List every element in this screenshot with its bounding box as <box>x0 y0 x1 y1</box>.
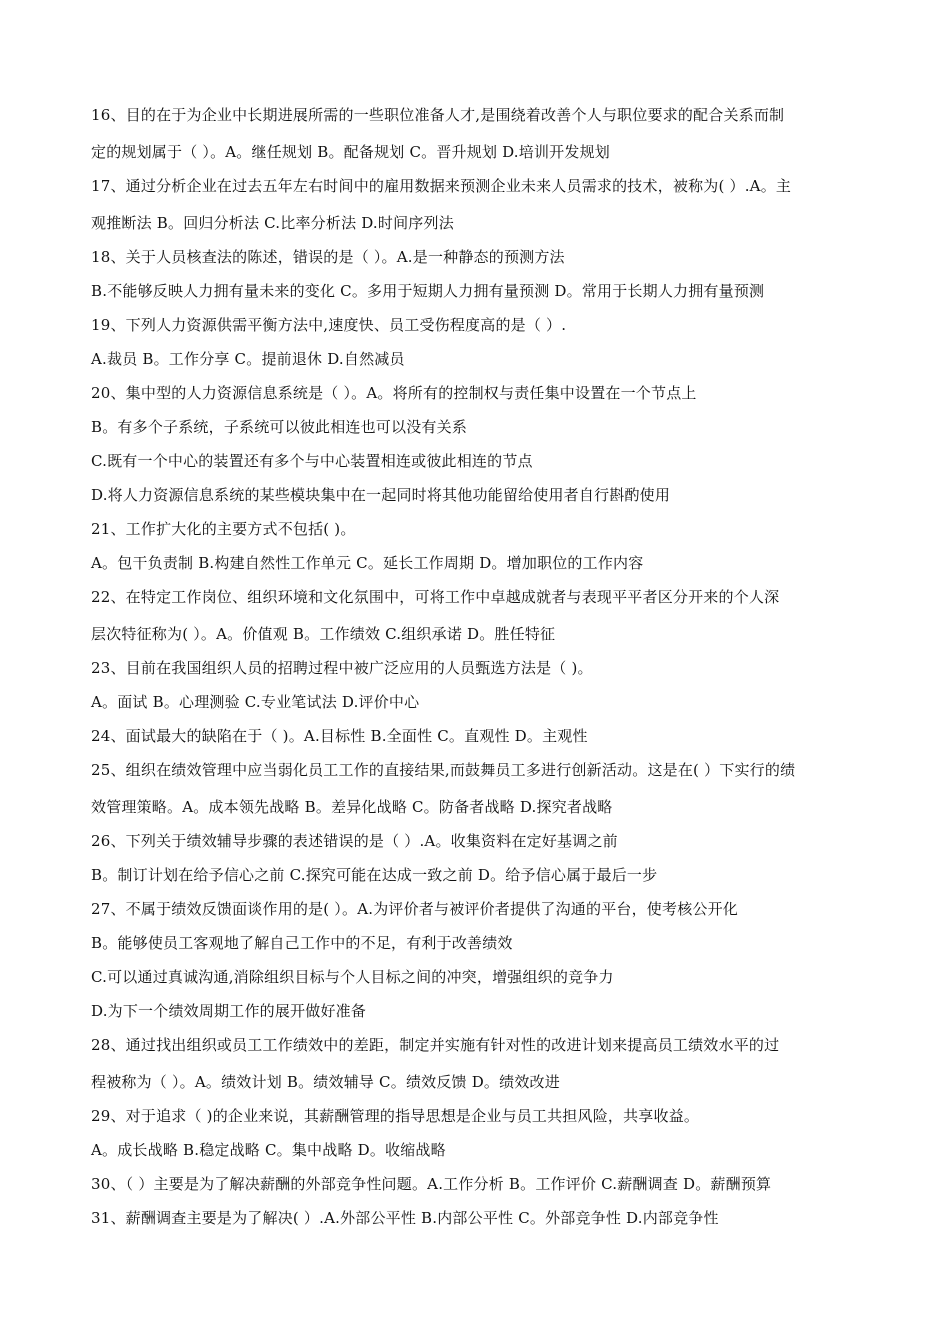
text-line: B。有多个子系统，子系统可以彼此相连也可以没有关系 <box>91 418 468 436</box>
text-line: A.裁员 B。工作分享 C。提前退休 D.自然减员 <box>91 350 405 368</box>
text-line: 23、目前在我国组织人员的招聘过程中被广泛应用的人员甄选方法是（ )。 <box>91 659 593 677</box>
text-line: 18、关于人员核查法的陈述，错误的是（ ）。A.是一种静态的预测方法 <box>91 248 565 266</box>
text-line: D.为下一个绩效周期工作的展开做好准备 <box>91 1002 367 1020</box>
text-line: B。制订计划在给予信心之前 C.探究可能在达成一致之前 D。给予信心属于最后一步 <box>91 866 658 884</box>
text-line: 20、集中型的人力资源信息系统是（ ）。A。将所有的控制权与责任集中设置在一个节点上 <box>91 384 697 402</box>
text-line: 22、在特定工作岗位、组织环境和文化氛围中，可将工作中卓越成就者与表现平平者区分开来的个人深 <box>91 588 780 606</box>
text-line: A。包干负责制 B.构建自然性工作单元 C。延长工作周期 D。增加职位的工作内容 <box>91 554 644 572</box>
text-line: 31、薪酬调查主要是为了解决( ）.A.外部公平性 B.内部公平性 C。外部竞争性 D.内部竞争性 <box>91 1209 719 1227</box>
text-line: 观推断法 B。回归分析法 C.比率分析法 D.时间序列法 <box>91 214 454 232</box>
text-line: 27、不属于绩效反馈面谈作用的是( ）。A.为评价者与被评价者提供了沟通的平台，使考核公开化 <box>91 900 739 918</box>
text-line: 19、下列人力资源供需平衡方法中,速度快、员工受伤程度高的是（ ）. <box>91 316 567 334</box>
text-line: C.既有一个中心的装置还有多个与中心装置相连或彼此相连的节点 <box>91 452 533 470</box>
text-line: C.可以通过真诚沟通,消除组织目标与个人目标之间的冲突，增强组织的竞争力 <box>91 968 614 986</box>
text-line: A。面试 B。心理测验 C.专业笔试法 D.评价中心 <box>91 693 420 711</box>
text-line: 29、对于追求（ )的企业来说，其薪酬管理的指导思想是企业与员工共担风险，共享收益。 <box>91 1107 700 1125</box>
text-line: 效管理策略。A。成本领先战略 B。差异化战略 C。防备者战略 D.探究者战略 <box>91 798 613 816</box>
text-line: 21、工作扩大化的主要方式不包括( )。 <box>91 520 356 538</box>
text-line: 30、（ ）主要是为了解决薪酬的外部竞争性问题。A.工作分析 B。工作评价 C.薪酬调查 D。薪酬预算 <box>91 1175 772 1193</box>
text-line: 24、面试最大的缺陷在于（ )。A.目标性 B.全面性 C。直观性 D。主观性 <box>91 727 588 745</box>
text-line: A。成长战略 B.稳定战略 C。集中战略 D。收缩战略 <box>91 1141 446 1159</box>
text-line: B。能够使员工客观地了解自己工作中的不足，有利于改善绩效 <box>91 934 513 952</box>
text-line: 16、目的在于为企业中长期进展所需的一些职位准备人才,是围绕着改善个人与职位要求的配合关系而制 <box>91 106 785 124</box>
document-body <box>91 98 866 1235</box>
text-line: 程被称为（ ）。A。绩效计划 B。绩效辅导 C。绩效反馈 D。绩效改进 <box>91 1073 560 1091</box>
text-line: 26、下列关于绩效辅导步骤的表述错误的是（ ）.A。收集资料在定好基调之前 <box>91 832 618 850</box>
text-line: B.不能够反映人力拥有量未来的变化 C。多用于短期人力拥有量预测 D。常用于长期人力拥有量预测 <box>91 282 765 300</box>
text-line: 17、通过分析企业在过去五年左右时间中的雇用数据来预测企业未来人员需求的技术，被称为( ）.A。主 <box>91 177 792 195</box>
text-line: 25、组织在绩效管理中应当弱化员工工作的直接结果,而鼓舞员工多进行创新活动。这是在( ）下实行的绩 <box>91 761 796 779</box>
text-line: 层次特征称为( ）。A。价值观 B。工作绩效 C.组织承诺 D。胜任特征 <box>91 625 556 643</box>
text-line: 28、通过找出组织或员工工作绩效中的差距，制定并实施有针对性的改进计划来提高员工绩效水平的过 <box>91 1036 780 1054</box>
text-line: 定的规划属于（ ）。A。继任规划 B。配备规划 C。晋升规划 D.培训开发规划 <box>91 143 610 161</box>
text-line: D.将人力资源信息系统的某些模块集中在一起同时将其他功能留给使用者自行斟酌使用 <box>91 486 671 504</box>
